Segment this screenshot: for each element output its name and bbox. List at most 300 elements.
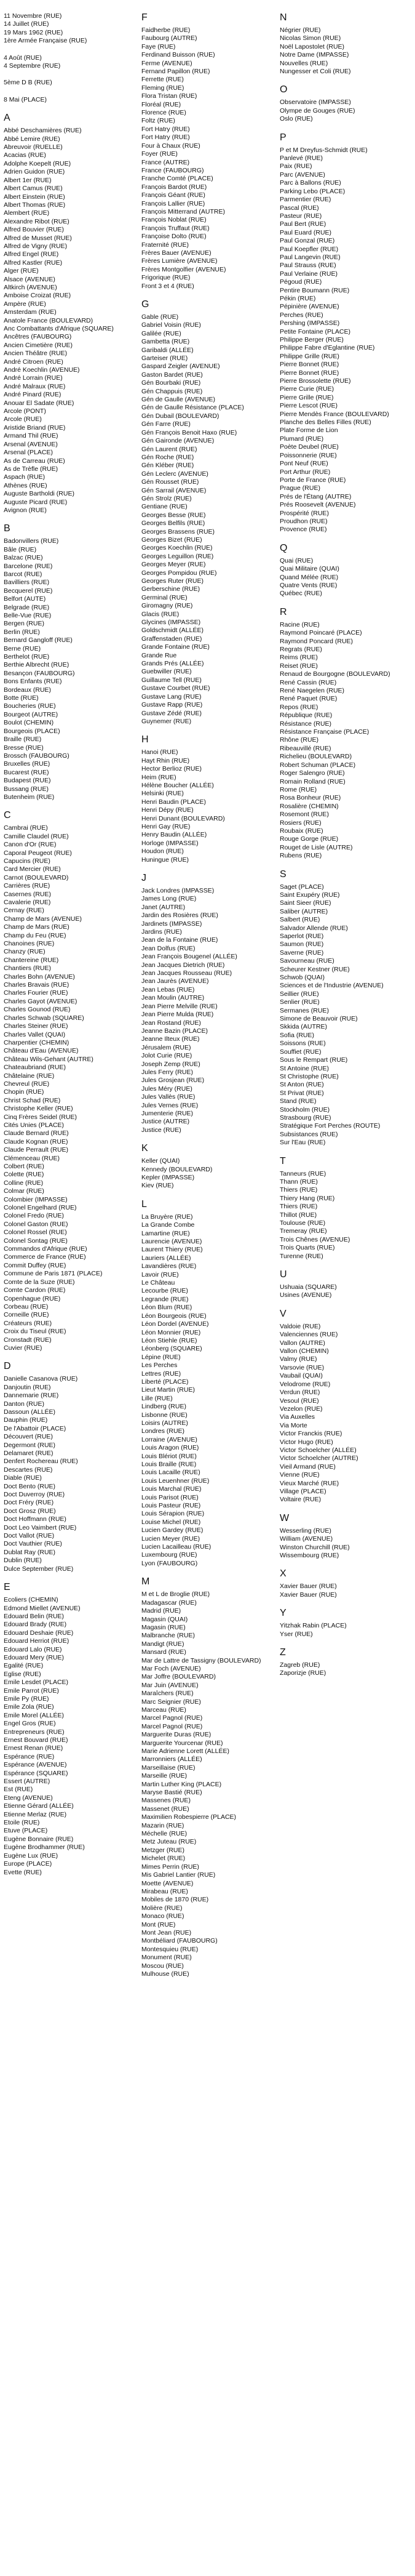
street-name: Edouard Deshaie (RUE) xyxy=(4,1629,74,1637)
street-name: Lucien Lacailleau (RUE) xyxy=(141,1543,211,1551)
street-list xyxy=(280,146,403,534)
street-name: André Malraux (RUE) xyxy=(4,382,66,390)
street-name: Ushuaia (SQUARE) xyxy=(280,1283,337,1291)
street-name: Gén Farre (RUE) xyxy=(141,420,191,428)
street-name: Châtelaine (RUE) xyxy=(4,1072,55,1080)
street-list xyxy=(4,127,127,515)
street-name: Doct Vallot (RUE) xyxy=(4,1532,55,1540)
street-name: Paul Koepfler (RUE) xyxy=(280,245,339,253)
street-name: Braille (RUE) xyxy=(4,736,42,744)
street-name: Ernest Bouvard (RUE) xyxy=(4,1736,68,1744)
index-section-numeric xyxy=(4,12,127,54)
street-name: De l'Abattoir (PLACE) xyxy=(4,1424,66,1432)
street-name: Abreuvoir (RUELLE) xyxy=(4,143,63,151)
street-name: Berne (RUE) xyxy=(4,644,41,652)
street-name: Caporal Peugeot (RUE) xyxy=(4,849,72,857)
street-name: Ferrette (RUE) xyxy=(141,76,184,84)
street-name: Fleming (RUE) xyxy=(141,84,184,92)
street-name: Plate Forme de Lion xyxy=(280,427,338,435)
street-name: Philippe Fabre d'Eglantine (RUE) xyxy=(280,344,375,352)
street-name: Doct Vauthier (RUE) xyxy=(4,1540,62,1548)
street-name: Quatre Vents (RUE) xyxy=(280,581,338,589)
index-section-numeric xyxy=(4,54,127,79)
street-name: Gustave Zédé (RUE) xyxy=(141,709,202,717)
street-name: Chateaubriand (RUE) xyxy=(4,1064,66,1072)
street-name: Doct Leo Vaimbert (RUE) xyxy=(4,1523,77,1531)
street-name: Dublat Ray (RUE) xyxy=(4,1548,56,1556)
street-name: Georges Brassens (RUE) xyxy=(141,528,215,536)
street-name: Jean Jacques Rousseau (RUE) xyxy=(141,969,232,977)
street-name: Marceau (RUE) xyxy=(141,1706,186,1714)
street-name: Alfred Kastler (RUE) xyxy=(4,259,63,267)
street-name: Gén de Gaulle Résistance (PLACE) xyxy=(141,404,244,412)
street-name: Frigorique (RUE) xyxy=(141,274,191,282)
street-name: Négrier (RUE) xyxy=(280,26,321,34)
street-name: Glacis (RUE) xyxy=(141,610,180,618)
street-name: Alger (RUE) xyxy=(4,267,39,275)
street-name: Wesserling (RUE) xyxy=(280,1527,331,1535)
street-name: Anouar El Sadate (RUE) xyxy=(4,399,74,407)
street-name: Massenes (RUE) xyxy=(141,1797,191,1805)
street-name: Jérusalem (RUE) xyxy=(141,1043,191,1051)
street-name: Philippe Grille (RUE) xyxy=(280,352,339,360)
street-name: Paul Langevin (RUE) xyxy=(280,253,341,261)
street-name: François Mitterrand (AUTRE) xyxy=(141,207,225,215)
street-name: Marseillaise (RUE) xyxy=(141,1763,196,1772)
street-name: Ferme (AVENUE) xyxy=(141,59,192,67)
street-name: Vallon (CHEMIN) xyxy=(280,1347,329,1355)
street-list xyxy=(4,96,127,104)
street-name: Gable (RUE) xyxy=(141,313,179,321)
street-name: Mansard (RUE) xyxy=(141,1648,186,1656)
street-name: Eglise (RUE) xyxy=(4,1670,41,1678)
street-name: Armand Thil (RUE) xyxy=(4,432,58,440)
street-name: Cuvier (RUE) xyxy=(4,1344,42,1352)
street-name: Marcel Pagnol (RUE) xyxy=(141,1714,203,1722)
street-name: Fort Hatry (RUE) xyxy=(141,134,190,142)
street-name: M et L de Broglie (RUE) xyxy=(141,1591,210,1599)
street-name: Louis Lacaille (RUE) xyxy=(141,1469,200,1477)
street-name: 8 Mai (PLACE) xyxy=(4,95,47,103)
street-name: Hector Berlioz (RUE) xyxy=(141,765,202,773)
street-name: Boulot (CHEMIN) xyxy=(4,719,54,727)
street-name: Carnot (BOULEVARD) xyxy=(4,873,69,881)
section-spacer xyxy=(280,1599,403,1608)
street-name: Pierre Lescot (RUE) xyxy=(280,402,338,410)
index-section-numeric xyxy=(4,96,127,113)
street-name: Auguste Bartholdi (RUE) xyxy=(4,490,74,498)
street-name: Louis Sérapion (RUE) xyxy=(141,1510,205,1518)
street-name: Résistance Française (PLACE) xyxy=(280,728,370,736)
index-section-q xyxy=(280,543,403,607)
street-name: Albert Einstein (RUE) xyxy=(4,193,65,201)
street-name: Planche des Belles Filles (RUE) xyxy=(280,419,371,427)
street-name: Mar Juin (AVENUE) xyxy=(141,1681,199,1689)
street-name: Chanoines (RUE) xyxy=(4,940,55,948)
street-name: Belfort (AUTE) xyxy=(4,595,46,603)
index-section-d xyxy=(4,1361,127,1582)
street-name: Boucheries (RUE) xyxy=(4,702,56,710)
street-list xyxy=(141,748,264,864)
street-name: Mirabeau (RUE) xyxy=(141,1887,188,1895)
street-name: Houdon (RUE) xyxy=(141,848,184,856)
section-letter-heading: L xyxy=(141,1198,147,1210)
street-list xyxy=(4,79,127,87)
street-name: Ancien Cimetière (RUE) xyxy=(4,341,73,349)
street-name: Cinq Frères Seidel (RUE) xyxy=(4,1113,77,1121)
street-name: Marcel Pagnol (RUE) xyxy=(141,1722,203,1730)
street-name: Léon Stiehle (RUE) xyxy=(141,1336,197,1344)
street-name: Lettres (RUE) xyxy=(141,1370,181,1378)
index-column-3 xyxy=(280,12,403,1687)
street-name: Metzger (RUE) xyxy=(141,1846,185,1854)
street-name: Mis Gabriel Lantier (RUE) xyxy=(141,1871,216,1879)
street-name: Mar de Lattre de Tassigny (BOULEVARD) xyxy=(141,1656,261,1664)
index-section-c xyxy=(4,810,127,1361)
street-name: Albert Camus (RUE) xyxy=(4,185,63,193)
section-letter-heading: Z xyxy=(280,1647,286,1658)
street-name: Thiers (RUE) xyxy=(280,1203,318,1211)
street-name: Edouard Herriot (RUE) xyxy=(4,1637,69,1645)
street-name: Rome (RUE) xyxy=(280,785,317,793)
section-letter-heading: F xyxy=(141,12,148,23)
street-name: Claude Kognan (RUE) xyxy=(4,1138,68,1146)
street-list xyxy=(4,12,127,46)
street-name: Résistance (RUE) xyxy=(280,720,332,728)
street-name: Corbeau (RUE) xyxy=(4,1302,49,1310)
street-name: Perches (RUE) xyxy=(280,311,323,319)
street-name: Saget (PLACE) xyxy=(280,883,324,891)
index-section-numeric xyxy=(4,79,127,95)
street-name: 14 Juillet (RUE) xyxy=(4,20,49,28)
street-name: Vienne (RUE) xyxy=(280,1471,320,1479)
section-spacer xyxy=(280,1504,403,1513)
street-name: Stand (RUE) xyxy=(280,1097,317,1105)
street-name: Velodrome (RUE) xyxy=(280,1380,331,1388)
street-name: Henri Baudin (PLACE) xyxy=(141,798,207,806)
street-list xyxy=(280,557,403,598)
street-name: Justice (RUE) xyxy=(141,1126,181,1134)
street-name: Léon Monnier (RUE) xyxy=(141,1328,201,1336)
street-name: Belle-Vue (RUE) xyxy=(4,612,52,619)
street-name: Reiset (RUE) xyxy=(280,662,318,670)
street-name: 11 Novembre (RUE) xyxy=(4,12,62,20)
street-name: Alfred de Vigny (RUE) xyxy=(4,242,68,250)
street-name: Moscou (RUE) xyxy=(141,1962,184,1970)
street-name: Est (RUE) xyxy=(4,1786,33,1794)
street-name: Jeanne Bazin (PLACE) xyxy=(141,1027,208,1035)
street-name: Tremeray (RUE) xyxy=(280,1227,327,1235)
street-name: Seillier (RUE) xyxy=(280,990,319,998)
street-list xyxy=(280,1283,403,1300)
street-name: André Citroen (RUE) xyxy=(4,358,63,366)
street-name: Xavier Bauer (RUE) xyxy=(280,1583,337,1591)
street-name: Dannemarie (RUE) xyxy=(4,1392,59,1400)
street-name: Thann (RUE) xyxy=(280,1178,318,1186)
street-name: Xavier Bauer (RUE) xyxy=(280,1591,337,1599)
street-name: Jean François Bougenel (ALLÉE) xyxy=(141,953,237,961)
street-name: Eugène Brodhammer (RUE) xyxy=(4,1844,85,1852)
index-section-t xyxy=(280,1156,403,1269)
street-list xyxy=(4,54,127,71)
street-name: Egalité (RUE) xyxy=(4,1662,44,1670)
street-name: Gén Bourbaki (RUE) xyxy=(141,379,201,387)
street-name: Bergen (RUE) xyxy=(4,620,44,628)
street-name: Mobiles de 1870 (RUE) xyxy=(141,1896,209,1904)
street-name: Bordeaux (RUE) xyxy=(4,686,52,694)
street-name: Garibaldi (ALLÉE) xyxy=(141,346,194,354)
street-name: Louis Blériot (RUE) xyxy=(141,1452,197,1460)
street-name: Clémenceau (RUE) xyxy=(4,1154,60,1162)
street-name: Etienne Merlaz (RUE) xyxy=(4,1810,67,1818)
street-name: Valdoie (RUE) xyxy=(280,1322,321,1330)
street-name: André Lorrain (RUE) xyxy=(4,374,63,382)
street-name: Croix du Tiseul (RUE) xyxy=(4,1328,66,1336)
street-name: Jules Ferry (RUE) xyxy=(141,1068,194,1076)
street-name: Colette (RUE) xyxy=(4,1171,44,1179)
street-list xyxy=(141,1157,264,1190)
street-name: Gén Kléber (RUE) xyxy=(141,462,194,470)
street-name: République (RUE) xyxy=(280,712,333,720)
street-name: Georges Meyer (RUE) xyxy=(141,561,206,569)
street-name: Roger Salengro (RUE) xyxy=(280,769,345,777)
street-name: Le Château xyxy=(141,1279,175,1287)
street-name: Engel Gros (RUE) xyxy=(4,1720,56,1728)
street-name: Chopin (RUE) xyxy=(4,1088,44,1096)
street-name: Alexandre Ribot (RUE) xyxy=(4,217,69,225)
street-name: Emile Parrot (RUE) xyxy=(4,1687,59,1695)
street-name: Berthie Albrecht (RUE) xyxy=(4,661,69,669)
street-list xyxy=(280,1583,403,1599)
street-name: Ampère (RUE) xyxy=(4,300,46,308)
street-name: Butenheim (RUE) xyxy=(4,793,55,801)
street-name: Kennedy (BOULEVARD) xyxy=(141,1165,213,1173)
street-name: Grande Fontaine (RUE) xyxy=(141,643,210,651)
index-section-f xyxy=(141,12,264,299)
street-name: Athènes (RUE) xyxy=(4,481,47,489)
street-name: Pierre Curie (RUE) xyxy=(280,385,334,393)
street-name: Anc Combattants d'Afrique (SQUARE) xyxy=(4,325,114,332)
street-name: Claude Bernard (RUE) xyxy=(4,1130,69,1138)
street-name: Aspach (RUE) xyxy=(4,473,45,481)
street-name: 19 Mars 1962 (RUE) xyxy=(4,28,63,36)
street-name: Lucien Meyer (RUE) xyxy=(141,1535,200,1543)
street-name: Diable (RUE) xyxy=(4,1474,42,1482)
street-name: Capucins (RUE) xyxy=(4,857,50,865)
street-name: Comte Cardon (RUE) xyxy=(4,1286,66,1294)
street-name: Tanneurs (RUE) xyxy=(280,1170,326,1178)
index-section-z xyxy=(280,1647,403,1687)
street-name: Badonvillers (RUE) xyxy=(4,537,59,545)
street-name: Vieux Marché (RUE) xyxy=(280,1479,339,1487)
street-name: Victor Schoelcher (AUTRE) xyxy=(280,1455,358,1463)
index-section-s xyxy=(280,869,403,1156)
street-name: Germinal (RUE) xyxy=(141,593,188,601)
street-name: Mimes Perrin (RUE) xyxy=(141,1863,199,1871)
section-spacer xyxy=(141,726,264,734)
street-name: Alfred Bouvier (RUE) xyxy=(4,226,65,234)
section-letter-heading: S xyxy=(280,869,287,880)
street-name: Charles Steiner (RUE) xyxy=(4,1022,68,1030)
street-name: Espérance (RUE) xyxy=(4,1752,55,1760)
street-name: Four à Chaux (RUE) xyxy=(141,142,200,150)
street-name: Ecoliers (CHEMIN) xyxy=(4,1596,58,1604)
street-name: Schwob (QUAI) xyxy=(280,974,325,982)
street-name: William (AVENUE) xyxy=(280,1535,333,1543)
street-name: Dauphin (RUE) xyxy=(4,1416,48,1424)
section-letter-heading: K xyxy=(141,1143,148,1154)
street-name: Paul Euard (RUE) xyxy=(280,228,332,236)
street-name: Arsenal (PLACE) xyxy=(4,449,53,457)
street-name: Robert Schuman (PLACE) xyxy=(280,761,356,769)
street-name: Casernes (RUE) xyxy=(4,890,52,898)
street-name: Lisbonne (RUE) xyxy=(141,1411,188,1419)
street-name: Prés Roosevelt (AVENUE) xyxy=(280,501,356,509)
index-section-r xyxy=(280,607,403,869)
street-name: Metz Juteau (RUE) xyxy=(141,1838,197,1846)
street-list xyxy=(141,1213,264,1568)
street-name: Madrid (RUE) xyxy=(141,1607,181,1615)
street-name: Alembert (RUE) xyxy=(4,209,50,217)
street-name: Renaud de Bourgogne (BOULEVARD) xyxy=(280,670,390,678)
section-letter-heading: Y xyxy=(280,1608,287,1619)
section-spacer xyxy=(280,598,403,607)
street-name: Doct Bento (RUE) xyxy=(4,1482,56,1490)
street-name: Gén Gaironde (AVENUE) xyxy=(141,437,215,445)
street-name: Lecourbe (RUE) xyxy=(141,1287,188,1295)
street-name: Aristide Briand (RUE) xyxy=(4,423,66,431)
street-name: Jean Pierre Mulda (RUE) xyxy=(141,1011,214,1019)
street-name: Janet (AUTRE) xyxy=(141,903,186,911)
street-name: Jardin des Rosières (RUE) xyxy=(141,912,218,920)
street-name: Petite Fontaine (PLACE) xyxy=(280,327,350,335)
street-name: François Géant (RUE) xyxy=(141,191,205,199)
street-name: Varsovie (RUE) xyxy=(280,1363,325,1371)
street-name: Luxembourg (RUE) xyxy=(141,1551,197,1559)
street-name: Charles Bravais (RUE) xyxy=(4,981,69,989)
street-name: As de Trèfle (RUE) xyxy=(4,465,58,473)
street-list xyxy=(280,1170,403,1261)
street-list xyxy=(280,1323,403,1504)
street-name: Créateurs (RUE) xyxy=(4,1319,52,1327)
street-name: Florence (RUE) xyxy=(141,109,186,117)
street-name: Poète Deubel (RUE) xyxy=(280,443,339,451)
street-name: Abbé Lemire (RUE) xyxy=(4,135,60,143)
street-name: Victor Schoelcher (ALLÉE) xyxy=(280,1446,357,1454)
street-list xyxy=(141,1591,264,1978)
street-name: Massenet (RUE) xyxy=(141,1805,189,1813)
street-name: Charles Gayot (AVENUE) xyxy=(4,997,77,1005)
street-name: Toulouse (RUE) xyxy=(280,1219,326,1227)
section-letter-heading: A xyxy=(4,113,10,124)
index-section-b xyxy=(4,523,127,810)
street-name: Champ de Mars (RUE) xyxy=(4,923,69,931)
street-name: Albert Thomas (RUE) xyxy=(4,201,66,209)
street-list xyxy=(280,883,403,1147)
street-name: Olympe de Gouges (RUE) xyxy=(280,106,355,114)
street-name: Etienne Gérard (ALLÉE) xyxy=(4,1802,74,1810)
street-list xyxy=(4,1596,127,1877)
index-section-h xyxy=(141,734,264,873)
street-name: Malbranche (RUE) xyxy=(141,1632,195,1640)
street-name: Georges Besse (RUE) xyxy=(141,511,206,519)
street-name: Anatole France (BOULEVARD) xyxy=(4,316,93,324)
street-name: Scheurer Kestner (RUE) xyxy=(280,965,350,973)
street-name: Gaspard Zeigler (AVENUE) xyxy=(141,363,220,371)
street-name: Comte de la Suze (RUE) xyxy=(4,1278,75,1286)
section-letter-heading: X xyxy=(280,1568,287,1579)
street-name: Cavalerie (RUE) xyxy=(4,899,51,906)
street-name: Auguste Picard (RUE) xyxy=(4,498,68,506)
street-name: Jean Moulin (AUTRE) xyxy=(141,994,205,1002)
street-name: Pierre Grille (RUE) xyxy=(280,393,334,401)
street-name: Observatoire (IMPASSE) xyxy=(280,98,351,106)
street-name: Colonel Fredo (RUE) xyxy=(4,1212,65,1220)
street-name: Floréal (RUE) xyxy=(141,100,181,108)
street-name: Mar Foch (AVENUE) xyxy=(141,1664,201,1672)
street-name: Flora Tristan (RUE) xyxy=(141,92,197,100)
street-name: Ernest Renan (RUE) xyxy=(4,1744,63,1752)
street-name: Fernand Papillon (RUE) xyxy=(141,68,210,76)
index-section-p xyxy=(280,132,403,543)
street-name: Gambetta (RUE) xyxy=(141,338,190,346)
street-name: Louise Michel (RUE) xyxy=(141,1518,201,1526)
section-letter-heading: U xyxy=(280,1269,287,1280)
street-name: Gén Leclerc (AVENUE) xyxy=(141,470,208,478)
street-name: Faidherbe (RUE) xyxy=(141,26,191,34)
street-name: Doct Grosz (RUE) xyxy=(4,1507,56,1515)
street-name: Chanzy (RUE) xyxy=(4,948,45,956)
street-name: Galilée (RUE) xyxy=(141,329,181,337)
street-name: Lieut Martin (RUE) xyxy=(141,1386,195,1394)
street-name: Eugène Lux (RUE) xyxy=(4,1852,58,1860)
street-name: Gén de Gaulle (AVENUE) xyxy=(141,396,216,404)
street-name: Quai (RUE) xyxy=(280,556,314,564)
street-name: Hanoi (RUE) xyxy=(141,748,178,756)
street-name: Louis Braille (RUE) xyxy=(141,1461,197,1468)
street-name: Georges Leguillon (RUE) xyxy=(141,552,214,560)
street-name: Kepler (IMPASSE) xyxy=(141,1174,195,1181)
street-name: Colbert (RUE) xyxy=(4,1163,44,1170)
street-name: Thiers (RUE) xyxy=(280,1186,318,1194)
street-name: Jean Rostand (RUE) xyxy=(141,1019,201,1027)
street-name: Champ de Mars (AVENUE) xyxy=(4,915,82,923)
street-name: René Cassin (RUE) xyxy=(280,678,337,686)
street-name: Charles Schwab (SQUARE) xyxy=(4,1014,84,1022)
street-name: Prés de l'Étang (AUTRE) xyxy=(280,492,352,500)
section-letter-heading: P xyxy=(280,132,287,143)
street-name: Commit Duffey (RUE) xyxy=(4,1261,66,1269)
index-column-2 xyxy=(141,12,264,1987)
street-name: Léonberg (SQUARE) xyxy=(141,1345,202,1353)
street-name: Turenne (RUE) xyxy=(280,1252,323,1260)
street-name: Léon Bourgeois (RUE) xyxy=(141,1312,207,1320)
street-name: Notre Dame (IMPASSE) xyxy=(280,51,349,59)
street-name: Faye (RUE) xyxy=(141,42,176,50)
street-name: Espérance (AVENUE) xyxy=(4,1761,67,1769)
street-name: Fort Hatry (RUE) xyxy=(141,125,190,133)
street-name: Pierre Bonnet (RUE) xyxy=(280,369,339,377)
street-list xyxy=(141,26,264,291)
street-name: Saumon (RUE) xyxy=(280,941,324,949)
street-name: Village (PLACE) xyxy=(280,1487,326,1495)
street-name: Jean Jacques Dietrich (RUE) xyxy=(141,961,225,969)
street-name: St Anton (RUE) xyxy=(280,1081,324,1089)
section-letter-heading: W xyxy=(280,1512,290,1523)
street-name: Prospérité (RUE) xyxy=(280,509,329,517)
section-spacer xyxy=(280,76,403,84)
index-section-k xyxy=(141,1143,264,1199)
